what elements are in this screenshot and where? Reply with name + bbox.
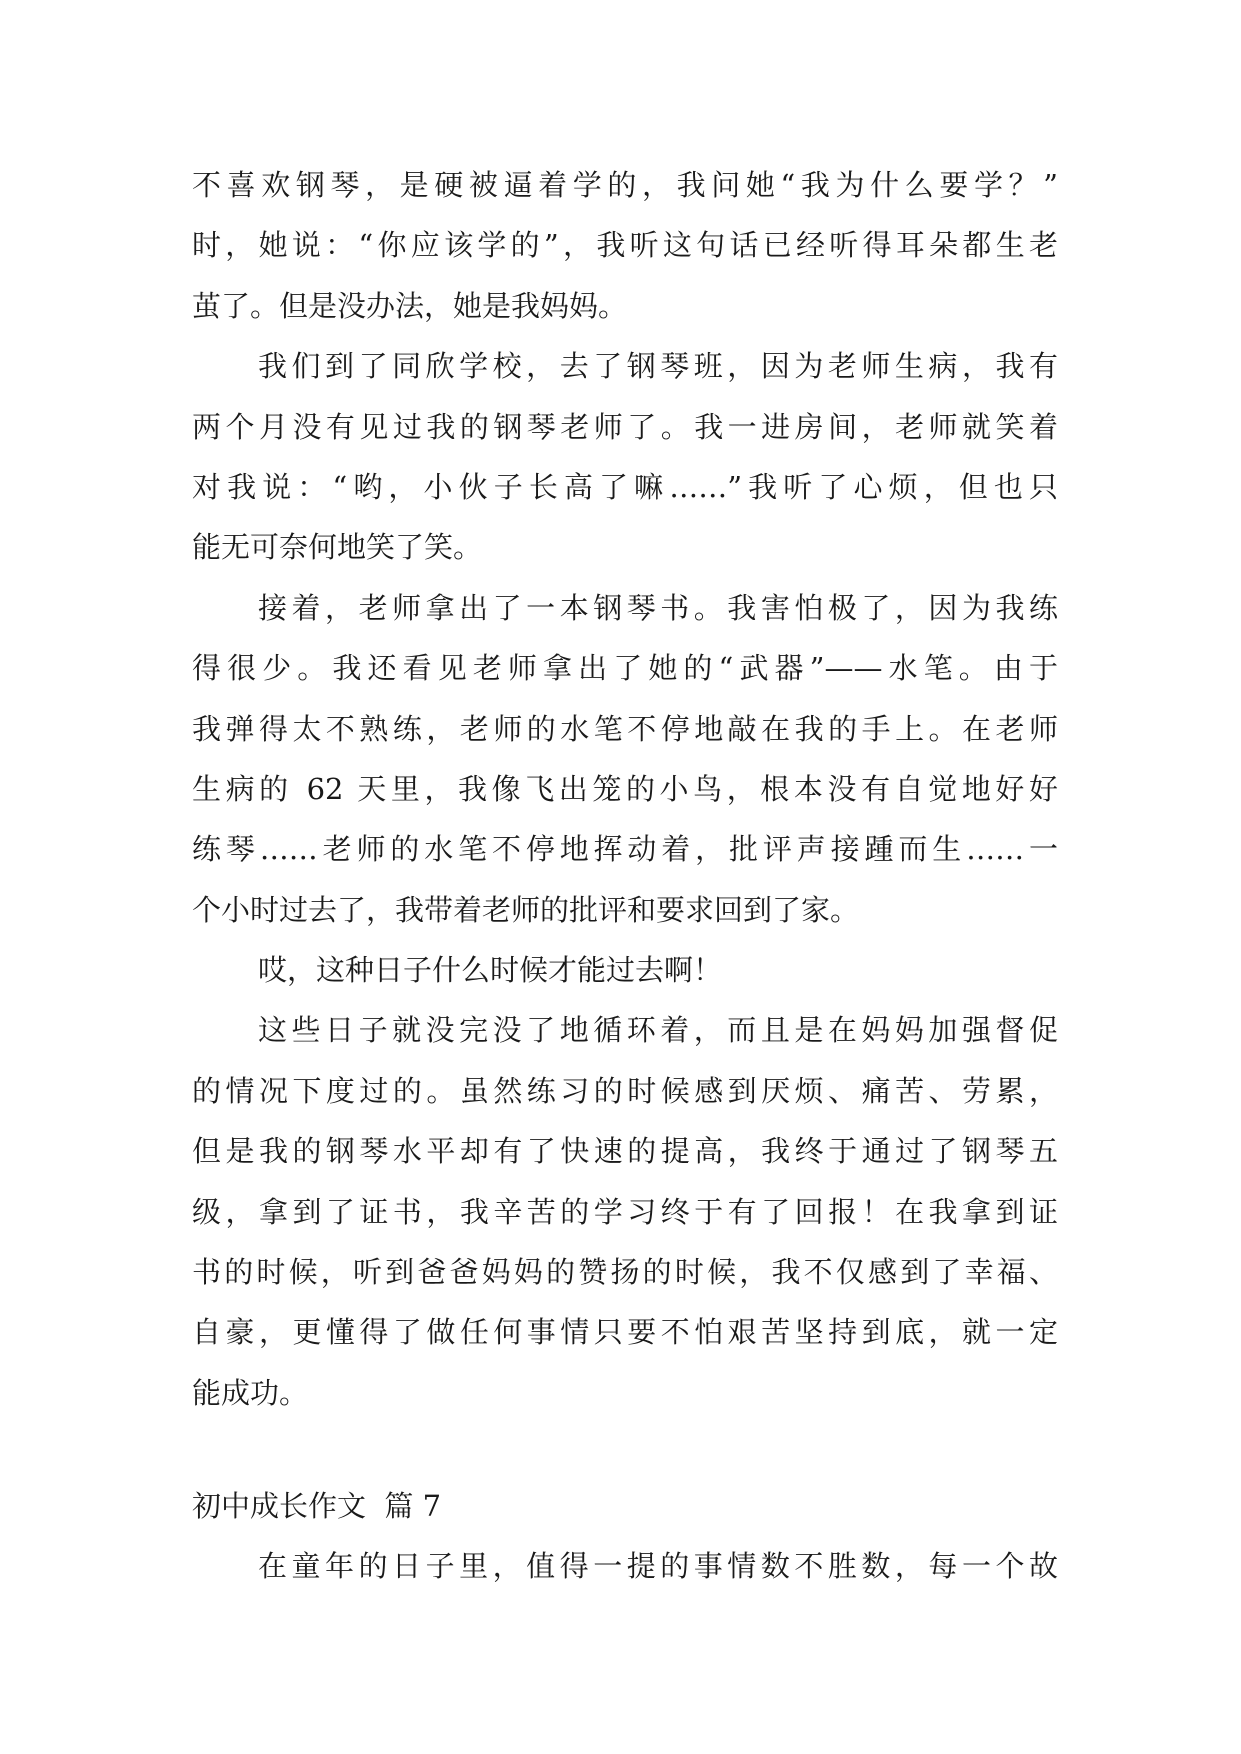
paragraph: [192, 940, 1058, 1000]
text-line: 能无可奈何地笑了笑。: [192, 530, 483, 565]
text-line: 接着，老师拿出了一本钢琴书。我害怕极了，因为我练: [258, 590, 1058, 625]
text-line: 级，拿到了证书，我辛苦的学习终于有了回报！在我拿到证: [192, 1194, 1058, 1229]
document-body: [192, 155, 1058, 1597]
text-line: 练琴……老师的水笔不停地挥动着，批评声接踵而生……一: [192, 832, 1058, 867]
text-line: 书的时候，听到爸爸妈妈的赞扬的时候，我不仅感到了幸福、: [192, 1255, 1058, 1290]
text-line: 在童年的日子里，值得一提的事情数不胜数，每一个故: [258, 1549, 1058, 1584]
text-line: 不喜欢钢琴，是硬被逼着学的，我问她“我为什么要学？”: [192, 168, 1058, 202]
text-line: 自豪，更懂得了做任何事情只要不怕艰苦坚持到底，就一定: [192, 1315, 1058, 1350]
paragraph: [192, 1000, 1058, 1423]
text-line: 个小时过去了，我带着老师的批评和要求回到了家。: [192, 892, 860, 927]
paragraph-continuation: [192, 155, 1058, 336]
text-line: 得很少。我还看见老师拿出了她的“武器”——水笔。由于: [192, 651, 1058, 686]
text-line: 但是我的钢琴水平却有了快速的提高，我终于通过了钢琴五: [192, 1134, 1058, 1169]
text-line: 对我说：“哟，小伙子长高了嘛……”我听了心烦，但也只: [192, 469, 1058, 504]
text-line: 这些日子就没完没了地循环着，而且是在妈妈加强督促: [258, 1013, 1058, 1048]
text-line: 哎，这种日子什么时候才能过去啊！: [258, 953, 723, 988]
text-line: 两个月没有见过我的钢琴老师了。我一进房间，老师就笑着: [192, 409, 1058, 444]
text-line: 我弹得太不熟练，老师的水笔不停地敲在我的手上。在老师: [192, 711, 1058, 746]
text-line: 能成功。: [192, 1375, 309, 1410]
text-line: 时，她说：“你应该学的”，我听这句话已经听得耳朵都生老: [192, 228, 1058, 263]
paragraph: [192, 336, 1058, 578]
paragraph: [192, 578, 1058, 940]
paragraph: [192, 1536, 1058, 1596]
text-line: 茧了。但是没办法，她是我妈妈。: [192, 288, 628, 323]
section-heading: 初中成长作文 篇 7: [192, 1489, 442, 1524]
section-gap: [192, 1423, 1058, 1476]
text-line: 的情况下度过的。虽然练习的时候感到厌烦、痛苦、劳累，: [192, 1073, 1058, 1108]
text-line: 我们到了同欣学校，去了钢琴班，因为老师生病，我有: [258, 349, 1058, 384]
text-line: 生病的 62 天里，我像飞出笼的小鸟，根本没有自觉地好好: [192, 771, 1058, 806]
